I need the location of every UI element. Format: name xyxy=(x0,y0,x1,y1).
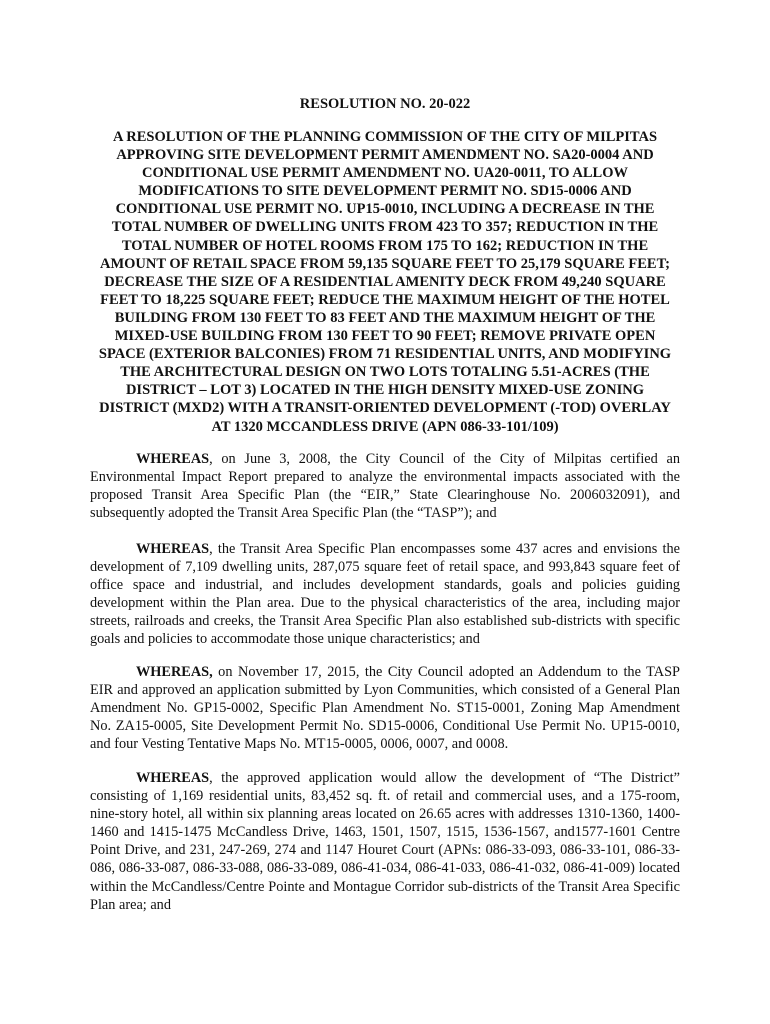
whereas-paragraph xyxy=(90,540,680,649)
paragraph-text: , the Transit Area Specific Plan encompasses some 437 acres and envisions the development of 7,109 dwelling units, 287,075 square feet of retail space, and 993,843 square feet of office space and industrial, and includes development standards, goals and policies guiding development within the Plan area. Due to the physical characteristics of the area, including major streets, railroads and creeks, the Transit Area Specific Plan also established sub-districts with specific goals and policies to accommodate those unique characteristics; and xyxy=(90,541,680,648)
whereas-paragraph xyxy=(90,663,680,753)
paragraph-lead: WHEREAS xyxy=(136,451,210,467)
paragraph-lead: WHEREAS, xyxy=(136,664,213,680)
paragraph-lead: WHEREAS xyxy=(136,770,210,786)
paragraph-text: , on June 3, 2008, the City Council of the City of Milpitas certified an Environmental Impact Report prepared to analyze the environmental impacts associated with the proposed Transit Area Specific Plan (the “EIR,” State Clearinghouse No. 2006032091), and subsequently adopted the Transit Area Specific Plan (the “TASP”); and xyxy=(90,451,680,522)
whereas-paragraph xyxy=(90,450,680,522)
paragraph-text: , the approved application would allow the development of “The District” consisting of 1,169 residential units, 83,452 sq. ft. of retail and commercial uses, and a 175-room, nine-story hotel, all within six planning areas located on 26.65 acres with addresses 1310-1360, 1400-1460 and 1415-1475 McCandless Drive, 1463, 1501, 1507, 1515, 1536-1567, and1577-1601 Centre Point Drive, and 231, 247-269, 274 and 1147 Houret Court (APNs: 086-33-093, 086-33-101, 086-33-086, 086-33-087, 086-33-088, 086-33-089, 086-41-034, 086-41-033, 086-41-032, 086-41-009) located within the McCandless/Centre Pointe and Montague Corridor sub-districts of the Transit Area Specific Plan area; and xyxy=(90,770,680,913)
resolution-title: RESOLUTION NO. 20-022 xyxy=(299,96,471,112)
resolution-heading: A RESOLUTION OF THE PLANNING COMMISSION OF THE CITY OF MILPITAS APPROVING SITE DEVELOPMENT PERMIT AMENDMENT NO. SA20-0004 AND CONDITIONAL USE PERMIT AMENDMENT NO. UA20-0011, TO ALLOW MODIFICATIONS TO SITE DEVELOPMENT PERMIT NO. SD15-0006 AND CONDITIONAL USE PERMIT NO. UP15-0010, INCLUDING A DECREASE IN THE TOTAL NUMBER OF DWELLING UNITS FROM 423 TO 357; REDUCTION IN THE TOTAL NUMBER OF HOTEL ROOMS FROM 175 TO 162; REDUCTION IN THE AMOUNT OF RETAIL SPACE FROM 59,135 SQUARE FEET TO 25,179 SQUARE FEET; DECREASE THE SIZE OF A RESIDENTIAL AMENITY DECK FROM 49,240 SQUARE FEET TO 18,225 SQUARE FEET; REDUCE THE MAXIMUM HEIGHT OF THE HOTEL BUILDING FROM 130 FEET TO 83 FEET AND THE MAXIMUM HEIGHT OF THE MIXED-USE BUILDING FROM 130 FEET TO 90 FEET; REMOVE PRIVATE OPEN SPACE (EXTERIOR BALCONIES) FROM 71 RESIDENTIAL UNITS, AND MODIFYING THE ARCHITECTURAL DESIGN ON TWO LOTS TOTALING 5.51-ACRES (THE DISTRICT – LOT 3) LOCATED IN THE HIGH DENSITY MIXED-USE ZONING DISTRICT (MXD2) WITH A TRANSIT-ORIENTED DEVELOPMENT (-TOD) OVERLAY AT 1320 MCCANDLESS DRIVE (APN 086-33-101/109) xyxy=(98,129,672,435)
whereas-paragraph xyxy=(90,769,680,914)
paragraph-lead: WHEREAS xyxy=(136,541,210,557)
paragraph-text: on November 17, 2015, the City Council adopted an Addendum to the TASP EIR and approved an application submitted by Lyon Communities, which consisted of a General Plan Amendment No. GP15-0002, Specific Plan Amendment No. ST15-0001, Zoning Map Amendment No. ZA15-0005, Site Development Permit No. SD15-0006, Conditional Use Permit No. UP15-0010, and four Vesting Tentative Maps No. MT15-0005, 0006, 0007, and 0008. xyxy=(90,664,680,753)
